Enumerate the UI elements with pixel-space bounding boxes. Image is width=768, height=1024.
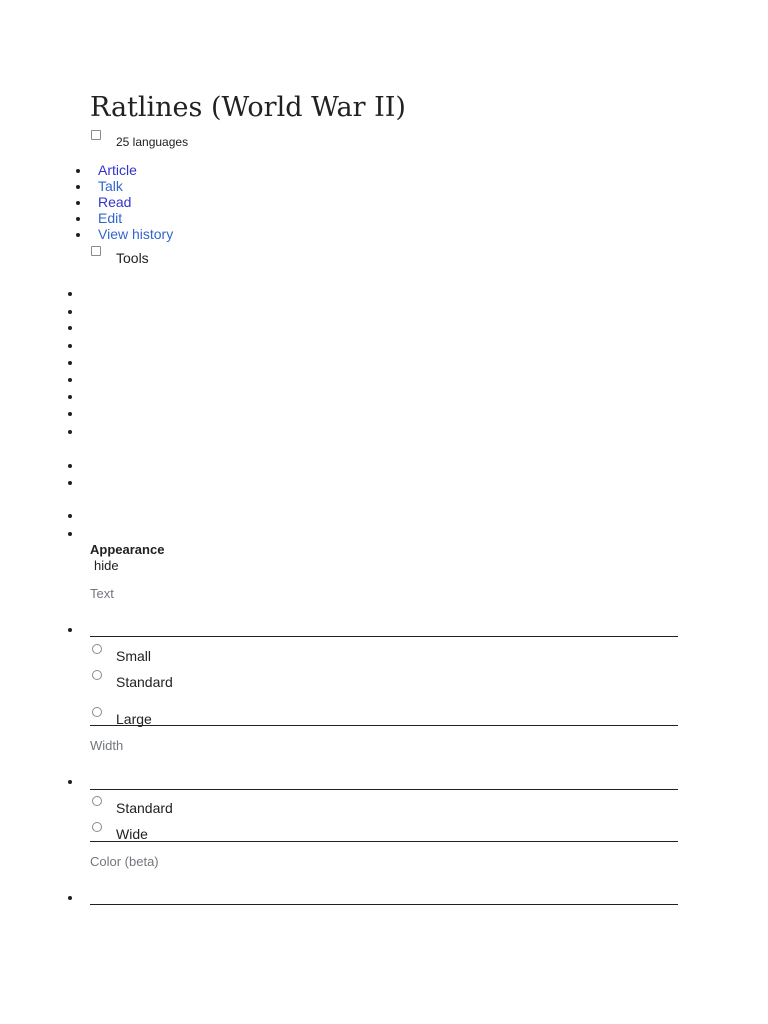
list-bullet [68,628,72,632]
divider [90,789,678,790]
divider [90,725,678,726]
text-size-standard-radio[interactable] [92,670,102,680]
empty-list-item [68,344,72,348]
empty-list-item [68,532,72,536]
width-standard-label[interactable]: Standard [116,800,173,816]
divider [90,841,678,842]
empty-list-item [68,326,72,330]
tab-talk[interactable]: Talk [98,178,123,194]
text-size-small-radio[interactable] [92,644,102,654]
text-size-label: Text [90,586,114,601]
page-title: Ratlines (World War II) [90,92,406,123]
tab-article[interactable]: Article [98,162,137,178]
tab-bullet [76,201,80,205]
empty-list-item [68,430,72,434]
tab-bullet [76,217,80,221]
empty-list-item [68,361,72,365]
appearance-hide-button[interactable]: hide [94,558,119,573]
text-size-large-radio[interactable] [92,707,102,717]
divider [90,904,678,905]
tools-checkbox[interactable] [91,246,101,256]
empty-list-item [68,514,72,518]
tab-read[interactable]: Read [98,194,132,210]
empty-list-item [68,412,72,416]
languages-checkbox[interactable] [91,130,101,140]
divider [90,636,678,637]
empty-list-item [68,292,72,296]
list-bullet [68,780,72,784]
width-standard-radio[interactable] [92,796,102,806]
empty-list-item [68,395,72,399]
width-wide-radio[interactable] [92,822,102,832]
tab-bullet [76,169,80,173]
tab-edit[interactable]: Edit [98,210,123,226]
tab-bullet [76,233,80,237]
appearance-heading: Appearance [90,542,165,557]
empty-list-item [68,464,72,468]
empty-list-item [68,481,72,485]
text-size-small-label[interactable]: Small [116,648,152,664]
empty-list-item [68,378,72,382]
empty-list-item [68,310,72,314]
tab-bullet [76,185,80,189]
tools-label[interactable]: Tools [116,250,149,266]
color-label: Color (beta) [90,854,159,869]
languages-label[interactable]: 25 languages [116,135,189,149]
width-wide-label[interactable]: Wide [116,826,148,842]
text-size-standard-label[interactable]: Standard [116,674,173,690]
list-bullet [68,896,72,900]
text-size-large-label[interactable]: Large [116,711,152,727]
tab-view-history[interactable]: View history [98,226,174,242]
width-label: Width [90,738,124,753]
